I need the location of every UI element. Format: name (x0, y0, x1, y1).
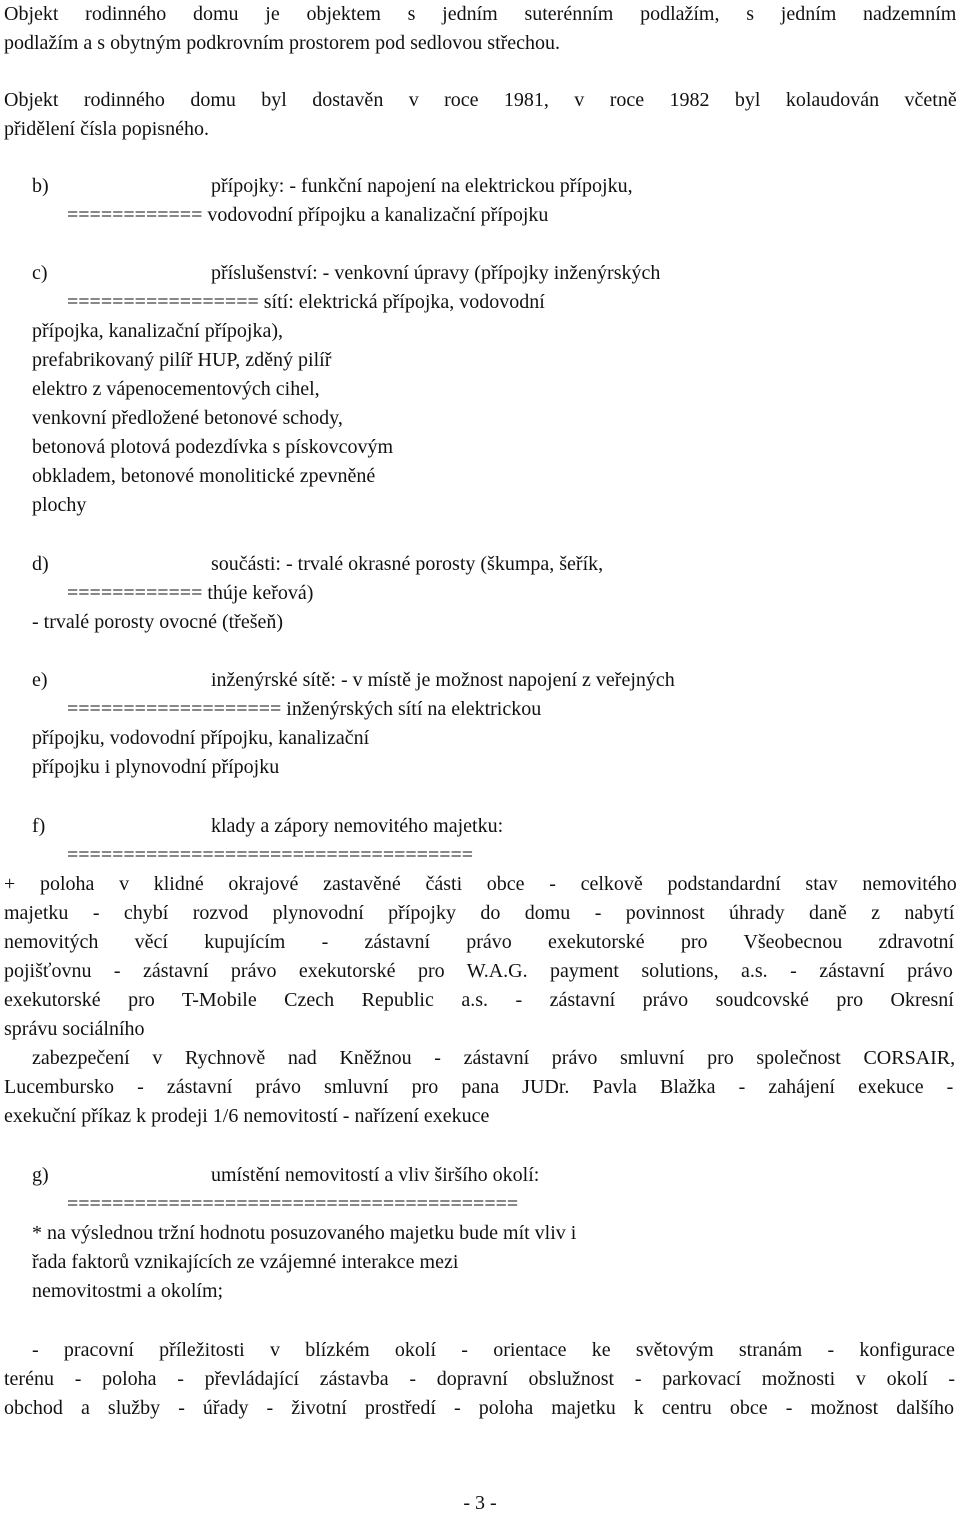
section-c-line: prefabrikovaný pilíř HUP, zděný pilíř (32, 349, 332, 371)
section-b-heading: přípojky: - funkční napojení na elektrickou přípojku, (211, 175, 633, 197)
section-g-line: * na výslednou tržní hodnotu posuzovaného majetku bude mít vliv i (32, 1222, 577, 1244)
section-g-text-line: obchod a služby - úřady - životní prostředí - poloha majetku k centru obce - možnost dalšího (4, 1397, 955, 1419)
section-g-text-line: terénu - poloha - převládající zástavba - dopravní obslužnost - parkovací možnosti v okolí - (4, 1368, 956, 1390)
intro-paragraph-1-line-2: podlažím a s obytným podkrovním prostorem pod sedlovou střechou. (4, 32, 561, 54)
section-e-line: přípojku, vodovodní přípojku, kanalizační (32, 727, 370, 749)
section-f-text-line: zabezpečení v Rychnově nad Kněžnou - zástavní právo smluvní pro společnost CORSAIR, (32, 1047, 956, 1069)
section-g-line: nemovitostmi a okolím; (32, 1280, 224, 1302)
section-g-marker: g) (32, 1164, 49, 1186)
section-f-text-line: exekuční příkaz k prodeji 1/6 nemovitostí - nařízení exekuce (4, 1105, 490, 1127)
section-c-line: přípojka, kanalizační přípojka), (32, 320, 284, 342)
section-d-marker: d) (32, 553, 49, 575)
section-g-text-line: - pracovní příležitosti v blízkém okolí - orientace ke světovým stranám - konfigurace (32, 1339, 955, 1361)
section-d-line-3: - trvalé porosty ovocné (třešeň) (32, 611, 284, 633)
section-e-line: =================== inženýrských sítí na elektrickou (67, 698, 542, 720)
section-f-text-line: majetku - chybí rozvod plynovodní přípojky do domu - povinnost úhrady daně z nabytí (4, 902, 955, 924)
section-e-marker: e) (32, 669, 48, 691)
section-b-marker: b) (32, 175, 49, 197)
section-f-text-line: exekutorské pro T-Mobile Czech Republic a.s. - zástavní právo soudcovské pro Okresní (4, 989, 954, 1011)
section-f-text-line: nemovitých věcí kupujícím - zástavní právo exekutorské pro Všeobecnou zdravotní (4, 931, 955, 953)
section-c-marker: c) (32, 262, 48, 284)
section-g-line: řada faktorů vznikajících ze vzájemné interakce mezi (32, 1251, 459, 1273)
page-number: - 3 - (463, 1492, 497, 1514)
section-f-rule: ==================================== (67, 844, 474, 866)
section-b-line-2: ============ vodovodní přípojku a kanalizační přípojku (67, 204, 549, 226)
section-f-text-line: Lucembursko - zástavní právo smluvní pro pana JUDr. Pavla Blažka - zahájení exekuce - (4, 1076, 954, 1098)
section-c-line: obkladem, betonové monolitické zpevněné (32, 465, 376, 487)
section-f-text-line: + poloha v klidné okrajové zastavěné části obce - celkově podstandardní stav nemovitého (4, 873, 957, 895)
section-f-marker: f) (32, 815, 46, 837)
section-f-text-line: správu sociálního (4, 1018, 145, 1040)
section-f-heading: klady a zápory nemovitého majetku: (211, 815, 504, 837)
intro-paragraph-2-line-1: Objekt rodinného domu byl dostavěn v roce 1981, v roce 1982 byl kolaudován včetně (4, 89, 957, 111)
section-e-heading: inženýrské sítě: - v místě je možnost napojení z veřejných (211, 669, 675, 691)
section-d-heading: součásti: - trvalé okrasné porosty (škumpa, šeřík, (211, 553, 604, 575)
section-g-rule: ======================================== (67, 1193, 519, 1215)
section-g-heading: umístění nemovitostí a vliv širšího okolí: (211, 1164, 540, 1186)
section-c-line: plochy (32, 494, 87, 516)
section-f-text-line: pojišťovnu - zástavní právo exekutorské pro W.A.G. payment solutions, a.s. - zástavní právo (4, 960, 953, 982)
section-c-line: betonová plotová podezdívka s pískovcovým (32, 436, 394, 458)
section-c-heading: příslušenství: - venkovní úpravy (přípojky inženýrských (211, 262, 661, 284)
section-c-line: venkovní předložené betonové schody, (32, 407, 343, 429)
intro-paragraph-2-line-2: přidělení čísla popisného. (4, 118, 209, 140)
section-c-line: ================= sítí: elektrická přípojka, vodovodní (67, 291, 545, 313)
section-c-line: elektro z vápenocementových cihel, (32, 378, 320, 400)
intro-paragraph-1-line-1: Objekt rodinného domu je objektem s jedním suterénním podlažím, s jedním nadzemním (4, 3, 957, 25)
section-d-line-2: ============ thúje keřová) (67, 582, 314, 604)
section-e-line: přípojku i plynovodní přípojku (32, 756, 280, 778)
